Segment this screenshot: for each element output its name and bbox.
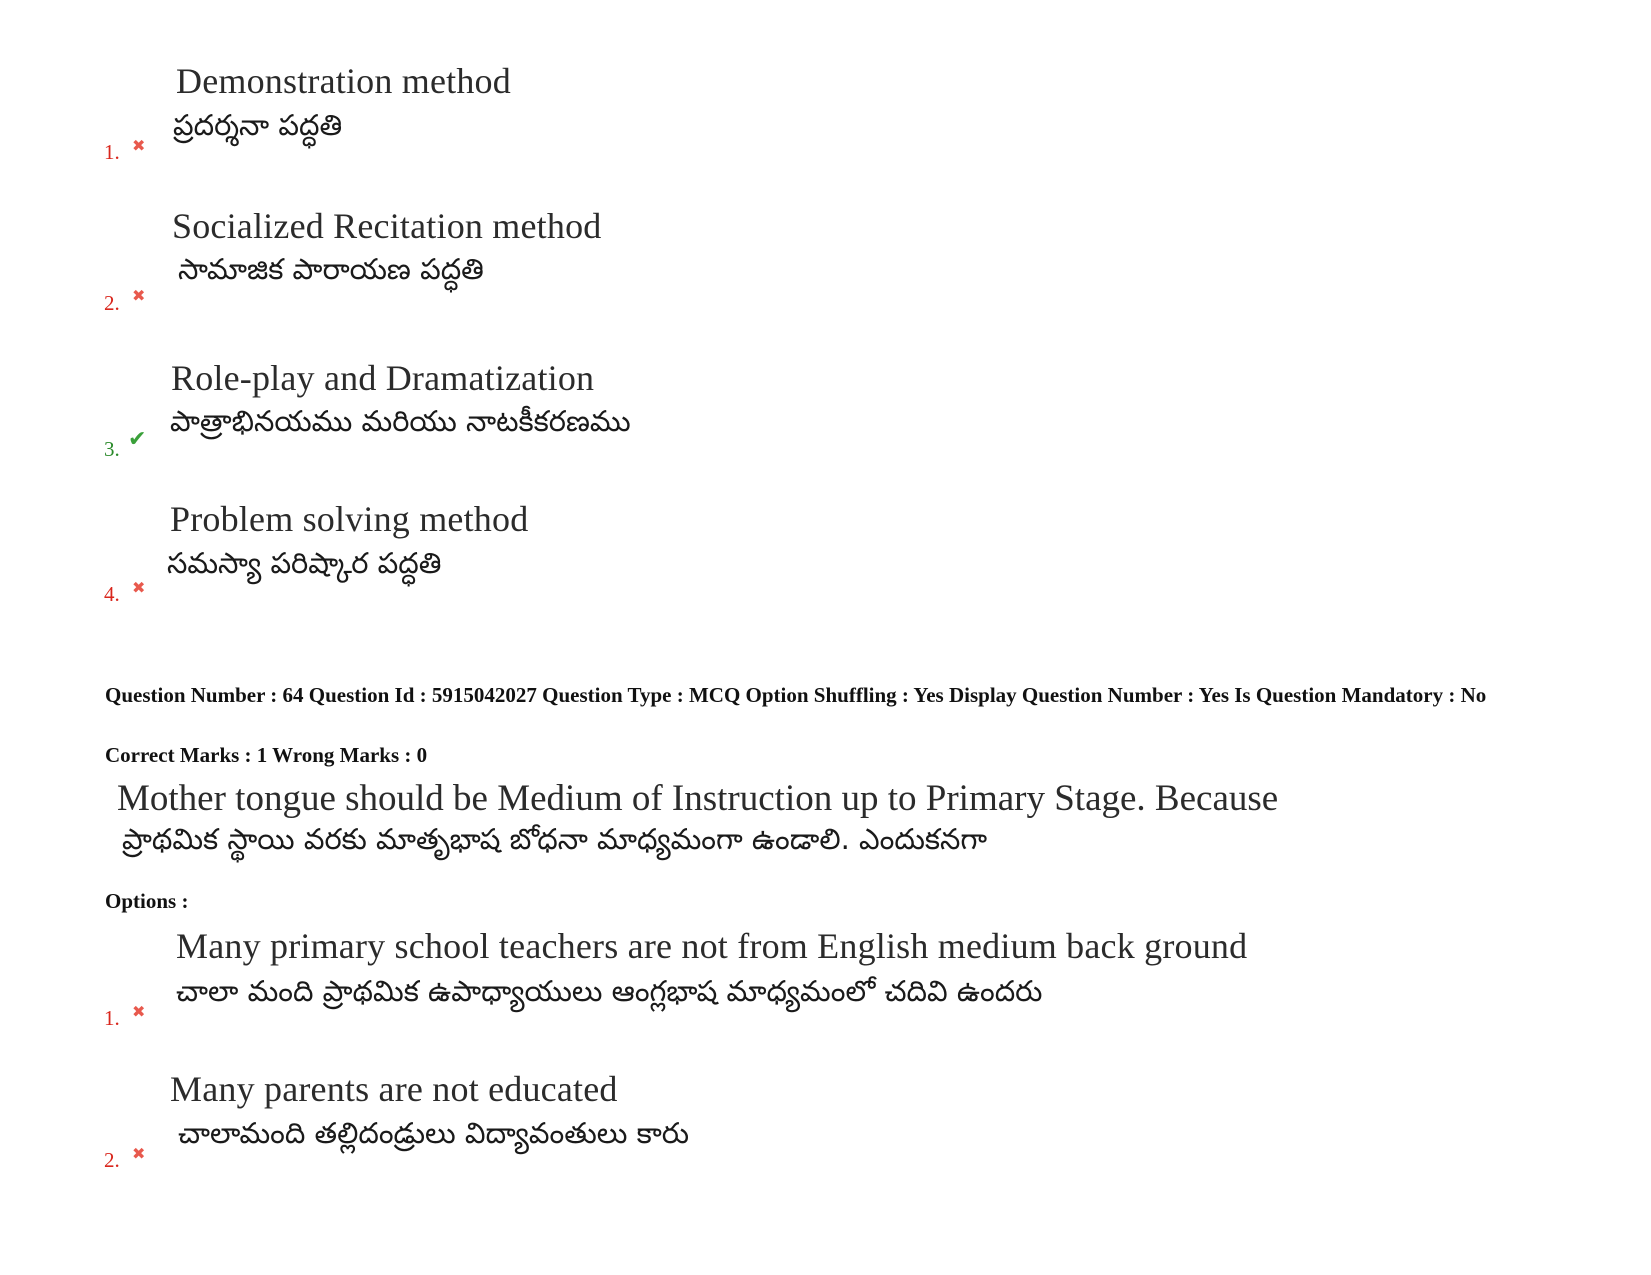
option-telugu-text: సామాజిక పారాయణ పద్ధతి — [178, 252, 484, 286]
option-telugu-text: చాలా మంది ప్రాథమిక ఉపాధ్యాయులు ఆంగ్లభాష మాధ్యమంలో చదివి ఉందరు — [176, 974, 1043, 1008]
question-text-english: Mother tongue should be Medium of Instruction up to Primary Stage. Because — [117, 778, 1279, 819]
cross-icon: ✖ — [132, 578, 146, 597]
options-label: Options : — [105, 889, 189, 913]
option-number: 4. — [104, 582, 120, 606]
option-english-text: Problem solving method — [170, 499, 529, 539]
question-marks: Correct Marks : 1 Wrong Marks : 0 — [105, 743, 428, 767]
option-telugu-text: ప్రదర్శనా పద్ధతి — [173, 108, 343, 142]
cross-icon: ✖ — [132, 136, 146, 155]
option-english-text: Role-play and Dramatization — [171, 358, 595, 398]
check-icon: ✔ — [128, 427, 147, 452]
option-telugu-text: పాత్రాభినయము మరియు నాటకీకరణము — [170, 404, 631, 438]
cross-icon: ✖ — [132, 1144, 146, 1163]
cross-icon: ✖ — [132, 1002, 146, 1021]
option-number: 1. — [104, 1006, 120, 1030]
option-number: 2. — [104, 1148, 120, 1172]
question-text-telugu: ప్రాథమిక స్థాయి వరకు మాతృభాష బోధనా మాధ్యమంగా ఉండాలి. ఎందుకనగా — [122, 822, 988, 856]
option-english-text: Socialized Recitation method — [172, 206, 602, 246]
option-telugu-text: సమస్యా పరిష్కార పద్ధతి — [167, 546, 442, 580]
option-number: 2. — [104, 291, 120, 315]
option-english-text: Demonstration method — [176, 61, 511, 101]
question-meta: Question Number : 64 Question Id : 5915042027 Question Type : MCQ Option Shuffling : Yes Display Question Number : Yes Is Question Mandatory : No — [105, 683, 1487, 707]
cross-icon: ✖ — [132, 286, 146, 305]
option-telugu-text: చాలామంది తల్లిదండ్రులు విద్యావంతులు కారు — [178, 1116, 689, 1150]
option-number: 3. — [104, 437, 120, 461]
option-number: 1. — [104, 140, 120, 164]
option-english-text: Many primary school teachers are not from English medium back ground — [176, 926, 1248, 966]
option-english-text: Many parents are not educated — [170, 1069, 618, 1109]
